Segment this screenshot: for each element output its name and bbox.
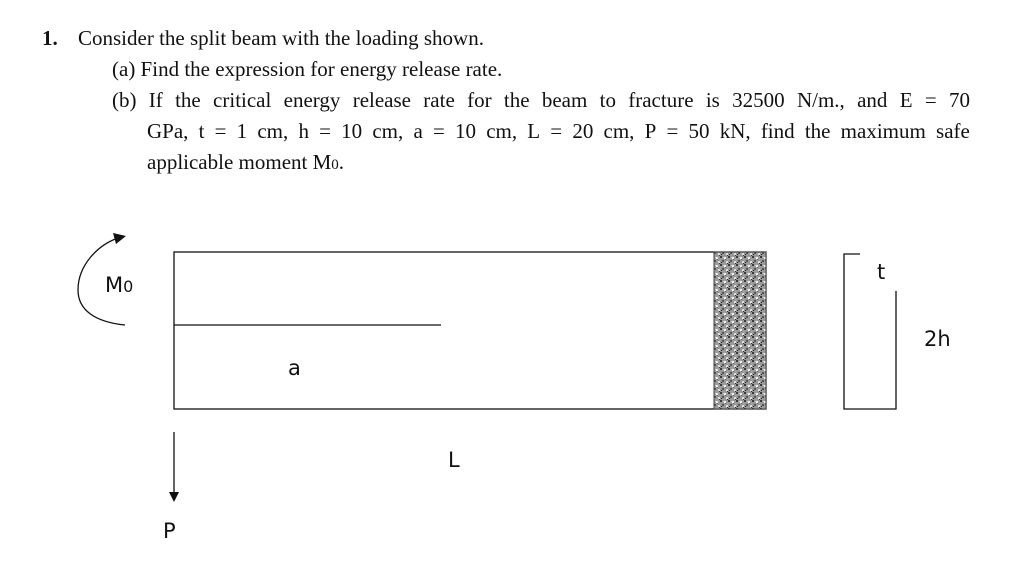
word: P	[644, 119, 657, 143]
word: the	[175, 88, 201, 112]
word: kN,	[719, 119, 751, 143]
word: 1	[236, 119, 248, 143]
crack-length-label: a	[288, 356, 301, 380]
word: (b)	[112, 88, 137, 112]
word: h	[298, 119, 309, 143]
part-b-line-3-subscript: 0	[331, 157, 339, 173]
word: cm,	[603, 119, 635, 143]
part-a-text: (a) Find the expression for energy release rate.	[112, 57, 503, 81]
word: beam	[541, 88, 588, 112]
word: 20	[572, 119, 594, 143]
word: for	[467, 88, 492, 112]
word: 10	[341, 119, 363, 143]
word: to	[599, 88, 616, 112]
word: rate	[423, 88, 455, 112]
word: cm,	[372, 119, 404, 143]
word: cm,	[257, 119, 289, 143]
word: =	[666, 119, 679, 143]
word: If	[148, 88, 163, 112]
height-label: 2h	[924, 327, 951, 351]
word: N/m.,	[796, 88, 845, 112]
word: =	[432, 119, 445, 143]
word: the	[503, 88, 530, 112]
word: 70	[948, 88, 970, 112]
cross-section	[844, 254, 896, 409]
moment-arrowhead	[113, 233, 126, 244]
word: 10	[455, 119, 476, 143]
word: E	[899, 88, 913, 112]
word: =	[319, 119, 331, 143]
word: release	[352, 88, 411, 112]
load-label: P	[163, 519, 176, 543]
word: cm,	[486, 119, 518, 143]
word: is	[705, 88, 720, 112]
part-b-line-3-text: applicable moment M	[147, 150, 332, 174]
beam-length-label: L	[448, 448, 460, 472]
word: and	[857, 88, 888, 112]
fixed-support	[714, 252, 766, 409]
part-b-line-3-end: .	[338, 150, 345, 174]
word: the	[804, 119, 831, 143]
word: safe	[936, 119, 970, 143]
word: GPa,	[147, 119, 189, 143]
word: find	[760, 119, 795, 143]
word: 50	[688, 119, 710, 143]
word: a	[413, 119, 423, 143]
word: =	[924, 88, 937, 112]
word: L	[527, 119, 541, 143]
word: maximum	[840, 119, 926, 143]
word: critical	[213, 88, 272, 112]
word: 32500	[732, 88, 785, 112]
question-number: 1.	[42, 26, 58, 50]
load-arrowhead	[169, 492, 179, 502]
question-stem: Consider the split beam with the loading shown.	[78, 26, 484, 50]
word: fracture	[628, 88, 694, 112]
word: t	[198, 119, 205, 143]
word: energy	[283, 88, 341, 112]
word: =	[214, 119, 227, 143]
word: =	[550, 119, 563, 143]
moment-label: M0	[105, 273, 134, 297]
thickness-label: t	[877, 260, 886, 284]
beam-body	[174, 252, 766, 409]
